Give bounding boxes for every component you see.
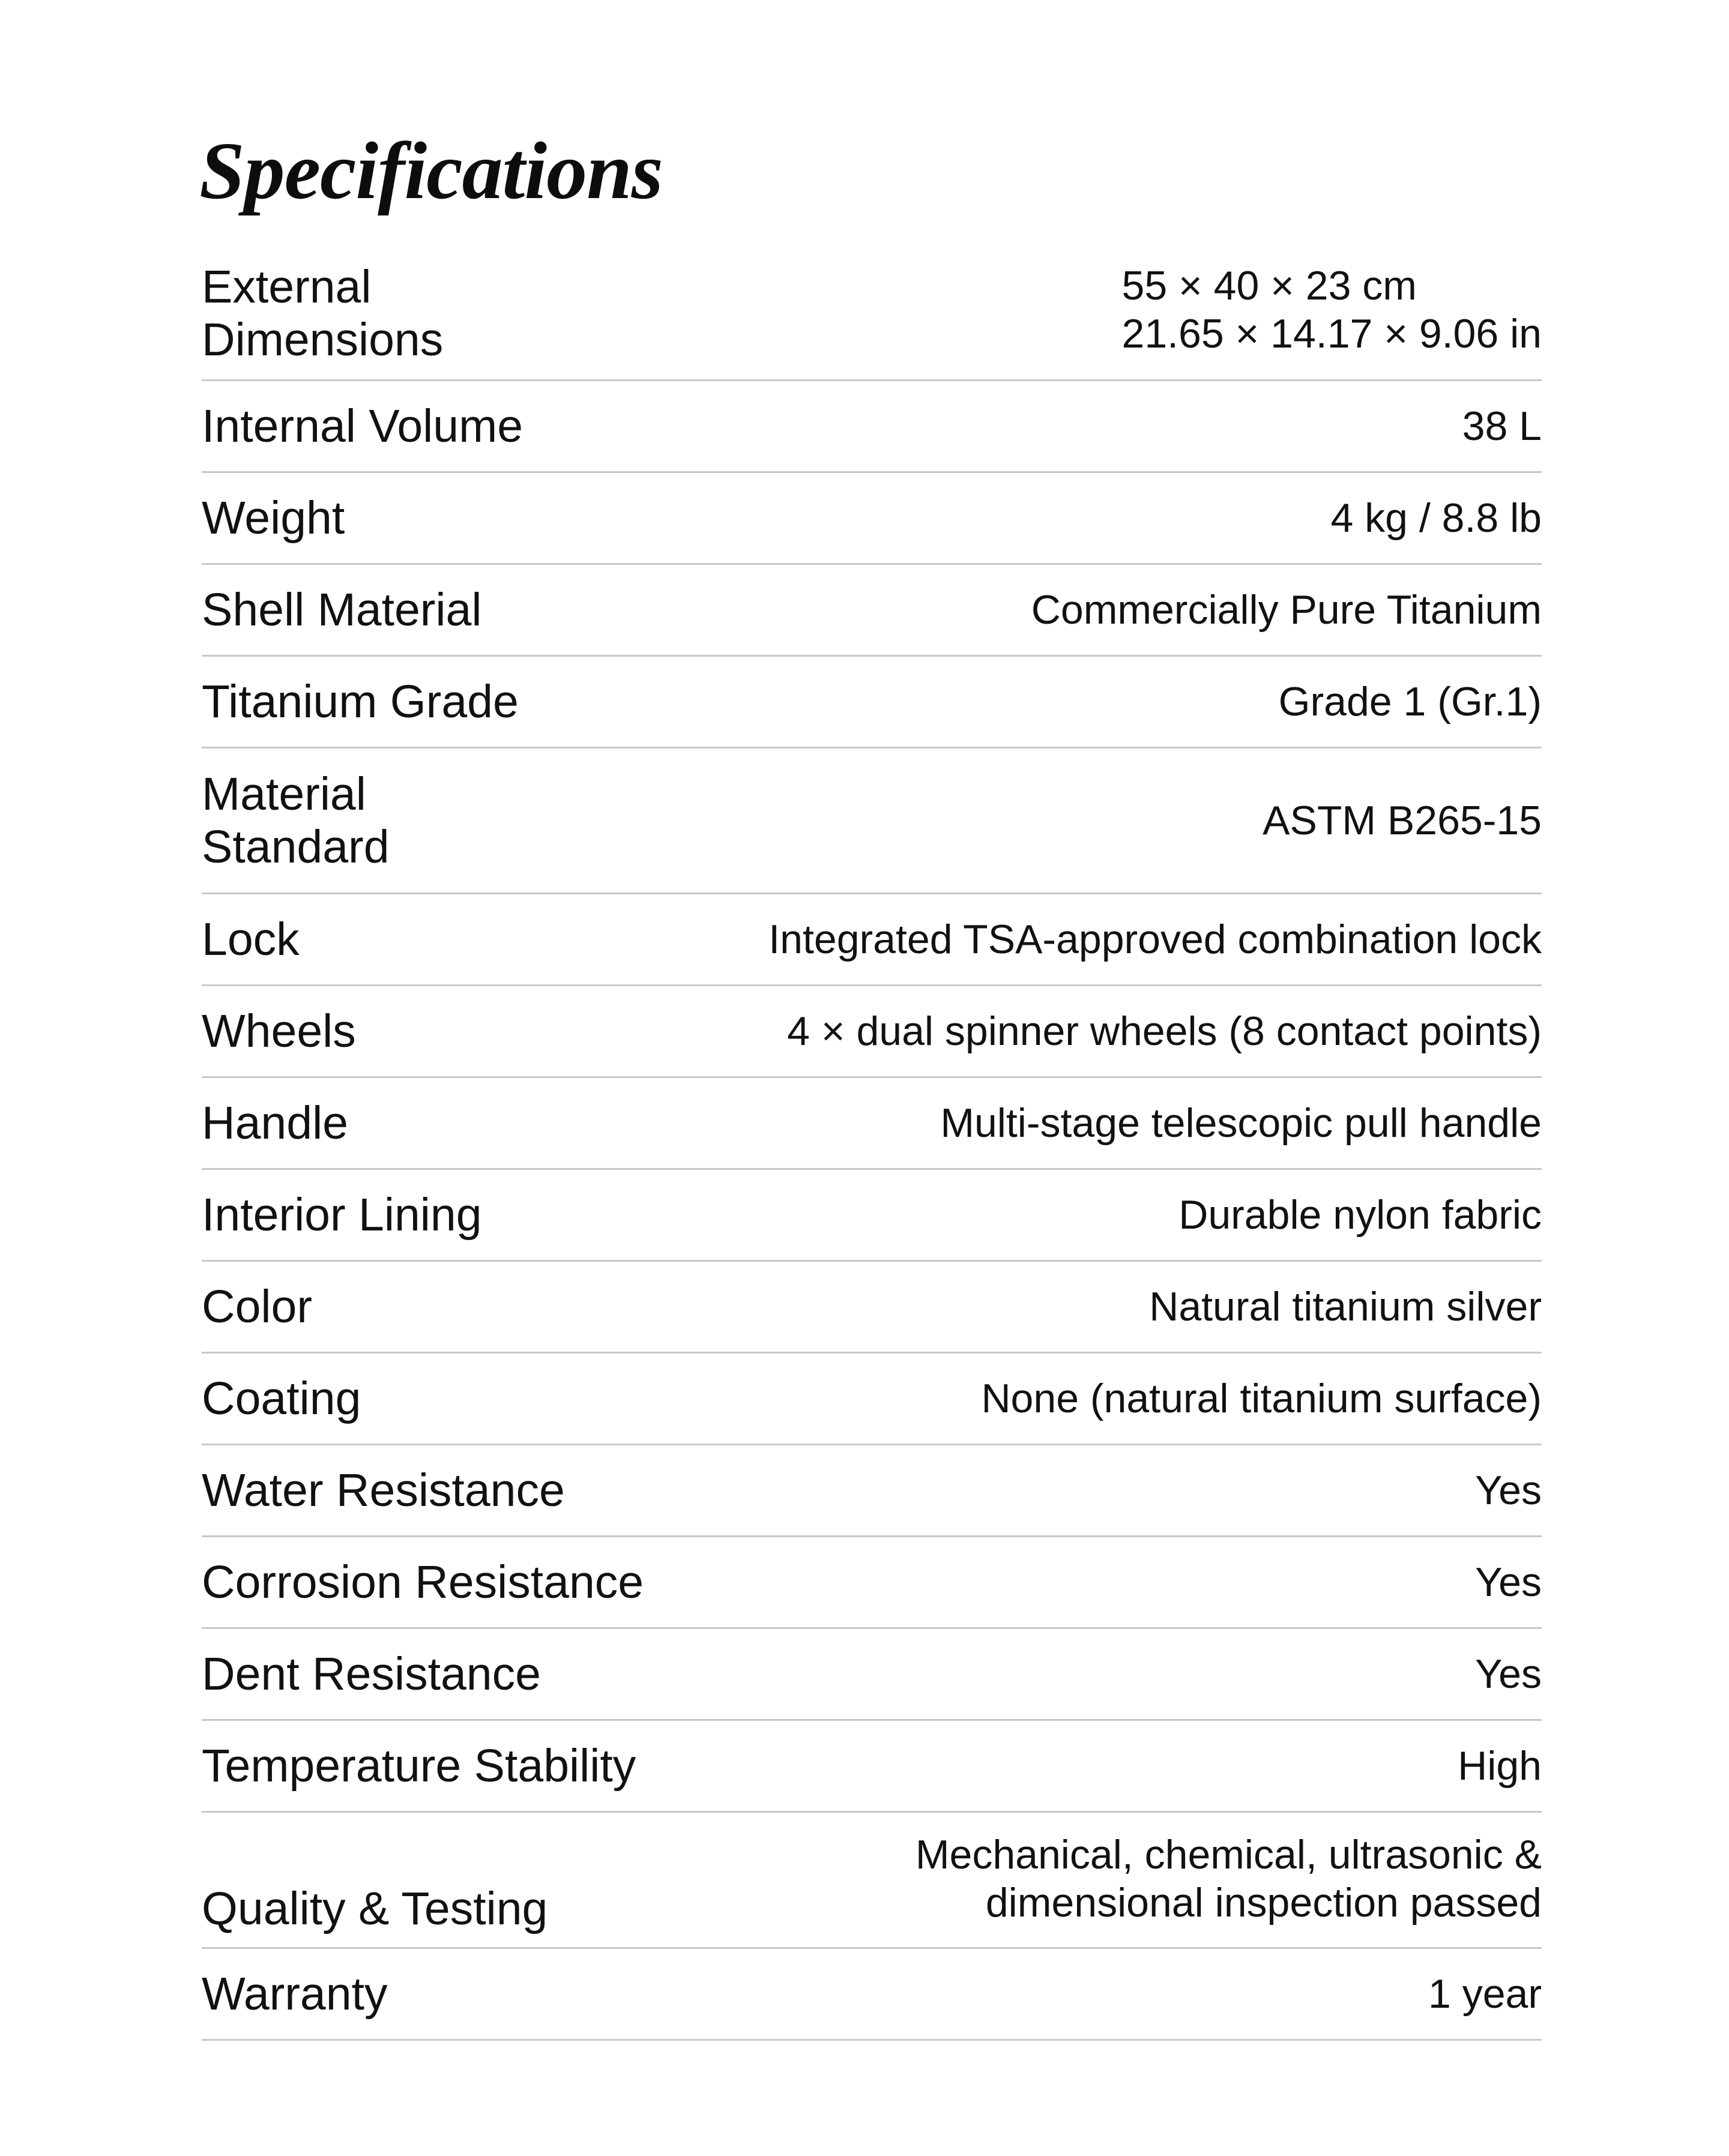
spec-value: Mechanical, chemical, ultrasonic & dimensional inspection passed	[915, 1832, 1542, 1926]
spec-value: Commercially Pure Titanium	[1031, 587, 1542, 633]
spec-row-external-dimensions	[202, 247, 1542, 381]
spec-value: ASTM B265-15	[1263, 798, 1542, 843]
spec-value: Natural titanium silver	[1149, 1284, 1542, 1329]
spec-label: Color	[202, 1281, 313, 1332]
spec-row-warranty	[202, 1949, 1542, 2041]
spec-value: 4 × dual spinner wheels (8 contact points)	[787, 1008, 1542, 1054]
spec-row-handle	[202, 1078, 1542, 1170]
spec-row-shell-material	[202, 565, 1542, 657]
spec-label: Material Standard	[202, 768, 390, 873]
spec-value: Durable nylon fabric	[1178, 1192, 1542, 1238]
page-title: Specifications	[199, 126, 663, 216]
spec-value: Yes	[1475, 1559, 1542, 1605]
spec-value: 1 year	[1428, 1971, 1542, 2017]
spec-row-temperature-stability	[202, 1721, 1542, 1813]
spec-row-dent-resistance	[202, 1629, 1542, 1721]
spec-label: Corrosion Resistance	[202, 1556, 644, 1608]
spec-row-lock	[202, 894, 1542, 986]
spec-value: Yes	[1475, 1651, 1542, 1697]
spec-value: 55 × 40 × 23 cm 21.65 × 14.17 × 9.06 in	[1121, 263, 1542, 357]
spec-label: Water Resistance	[202, 1465, 565, 1516]
spec-label: Temperature Stability	[202, 1740, 636, 1792]
spec-label: Wheels	[202, 1005, 356, 1057]
spec-value: 38 L	[1462, 403, 1542, 449]
spec-label: Coating	[202, 1373, 361, 1424]
spec-label: Warranty	[202, 1968, 388, 2020]
spec-value: Grade 1 (Gr.1)	[1278, 679, 1542, 724]
spec-row-weight	[202, 473, 1542, 565]
spec-row-wheels	[202, 986, 1542, 1078]
spec-table	[202, 247, 1542, 2041]
spec-row-water-resistance	[202, 1445, 1542, 1537]
spec-row-corrosion-resistance	[202, 1537, 1542, 1629]
spec-value: 4 kg / 8.8 lb	[1330, 495, 1542, 541]
spec-label: Shell Material	[202, 584, 482, 636]
spec-label: Titanium Grade	[202, 676, 519, 727]
spec-value: Integrated TSA-approved combination lock	[768, 917, 1542, 962]
spec-label: Internal Volume	[202, 400, 524, 452]
spec-label: Handle	[202, 1097, 349, 1149]
spec-label: Weight	[202, 492, 345, 544]
spec-label: External Dimensions	[202, 261, 444, 366]
spec-row-color	[202, 1262, 1542, 1354]
spec-label: Quality & Testing	[202, 1883, 548, 1935]
spec-value: Yes	[1475, 1468, 1542, 1513]
spec-value: Multi-stage telescopic pull handle	[940, 1100, 1542, 1146]
spec-row-quality-testing	[202, 1813, 1542, 1949]
spec-value: High	[1458, 1743, 1542, 1789]
spec-label: Dent Resistance	[202, 1648, 541, 1700]
spec-value: None (natural titanium surface)	[981, 1376, 1542, 1421]
spec-row-material-standard	[202, 748, 1542, 894]
spec-row-interior-lining	[202, 1170, 1542, 1262]
spec-label: Interior Lining	[202, 1189, 482, 1241]
spec-row-titanium-grade	[202, 657, 1542, 748]
spec-row-coating	[202, 1354, 1542, 1445]
spec-row-internal-volume	[202, 381, 1542, 473]
spec-label: Lock	[202, 914, 300, 965]
